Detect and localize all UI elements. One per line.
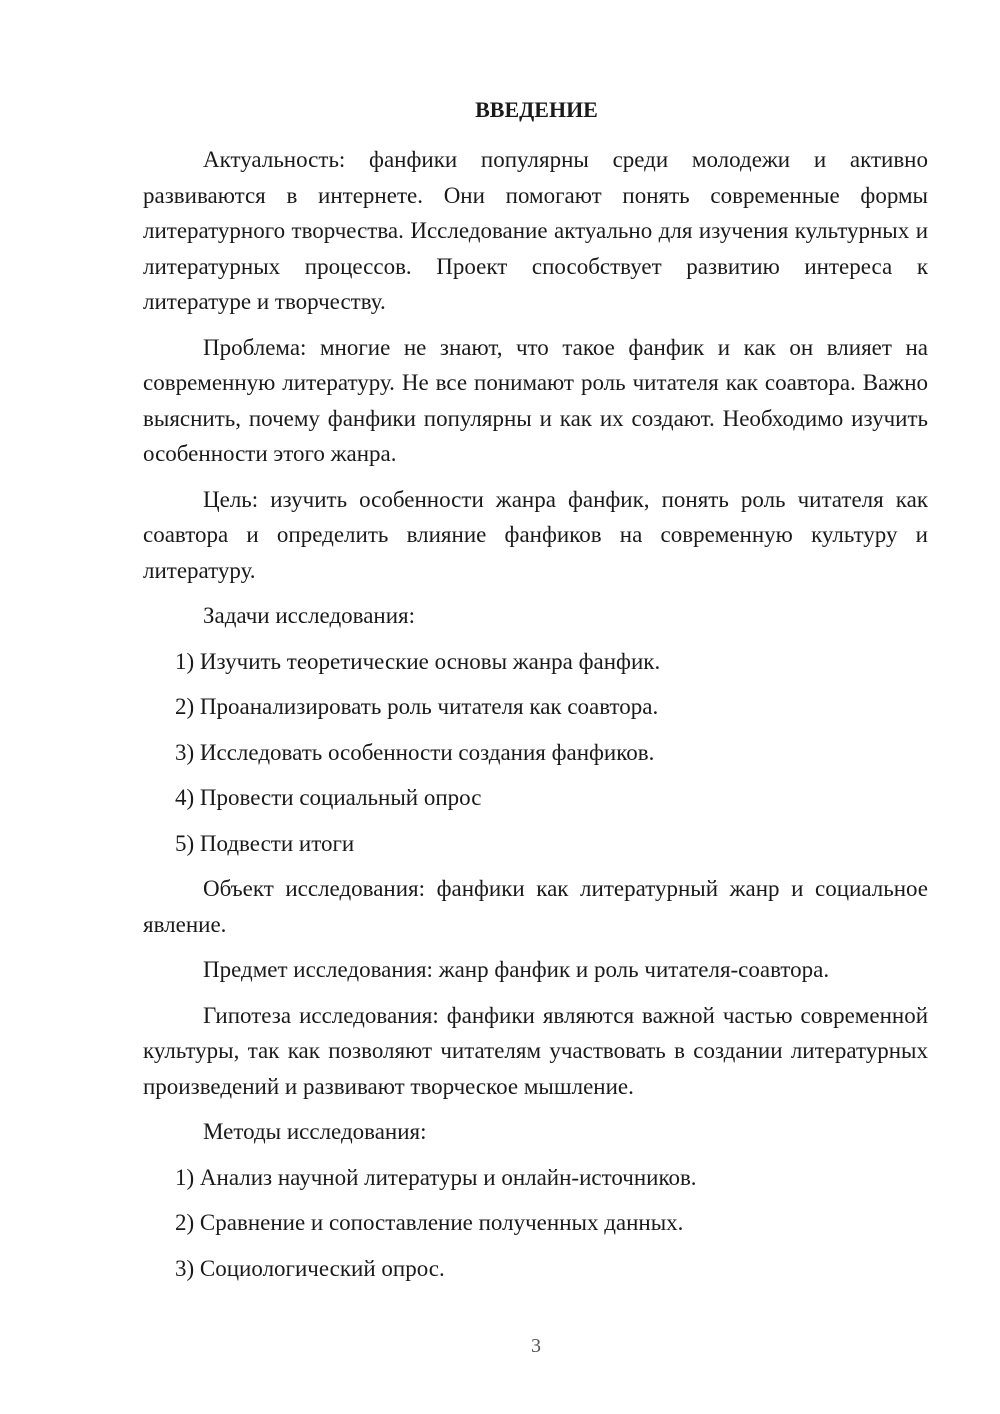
methods-heading: Методы исследования: xyxy=(203,1119,427,1144)
task-item: 5) Подвести итоги xyxy=(175,830,355,856)
section-title: ВВЕДЕНИЕ xyxy=(475,97,598,122)
tasks-list xyxy=(143,644,928,862)
page-number: 3 xyxy=(531,1335,541,1357)
methods-list xyxy=(143,1160,928,1287)
task-item: 1) Изучить теоретические основы жанра фанфик. xyxy=(175,648,661,674)
subject-paragraph: Предмет исследования: жанр фанфик и роль читателя-соавтора. xyxy=(203,957,830,982)
method-item: 2) Сравнение и сопоставление полученных данных. xyxy=(175,1210,684,1235)
goal-paragraph: Цель: изучить особенности жанра фанфик, понять роль читателя как соавтора и определить влияние фанфиков на современную культуру и литературу. xyxy=(143,486,928,583)
task-item: 4) Провести социальный опрос xyxy=(175,785,482,810)
object-paragraph: Объект исследования: фанфики как литературный жанр и социальное явление. xyxy=(143,876,928,937)
task-item: 3) Исследовать особенности создания фанфиков. xyxy=(175,739,655,765)
task-item: 2) Проанализировать роль читателя как соавтора. xyxy=(175,694,659,719)
problem-paragraph: Проблема: многие не знают, что такое фанфик и как он влияет на современную литературу. Не все понимают роль читателя как соавтора. Важно выяснить, почему фанфики популярны и как их создают. Необходимо изучить особенности этого жанра. xyxy=(143,334,928,466)
document-page xyxy=(143,96,928,1296)
relevance-paragraph: Актуальность: фанфики популярны среди молодежи и активно развиваются в интернете. Они помогают понять современные формы литературного творчества. Исследование актуально для изучения культурных и литературных процессов. Проект способствует развитию интереса к литературе и творчеству. xyxy=(143,147,928,314)
tasks-heading: Задачи исследования: xyxy=(203,603,416,628)
method-item: 1) Анализ научной литературы и онлайн-источников. xyxy=(175,1164,697,1190)
method-item: 3) Социологический опрос. xyxy=(175,1255,445,1281)
hypothesis-paragraph: Гипотеза исследования: фанфики являются важной частью современной культуры, так как позволяют читателям участвовать в создании литературных произведений и развивают творческое мышление. xyxy=(143,1002,928,1099)
